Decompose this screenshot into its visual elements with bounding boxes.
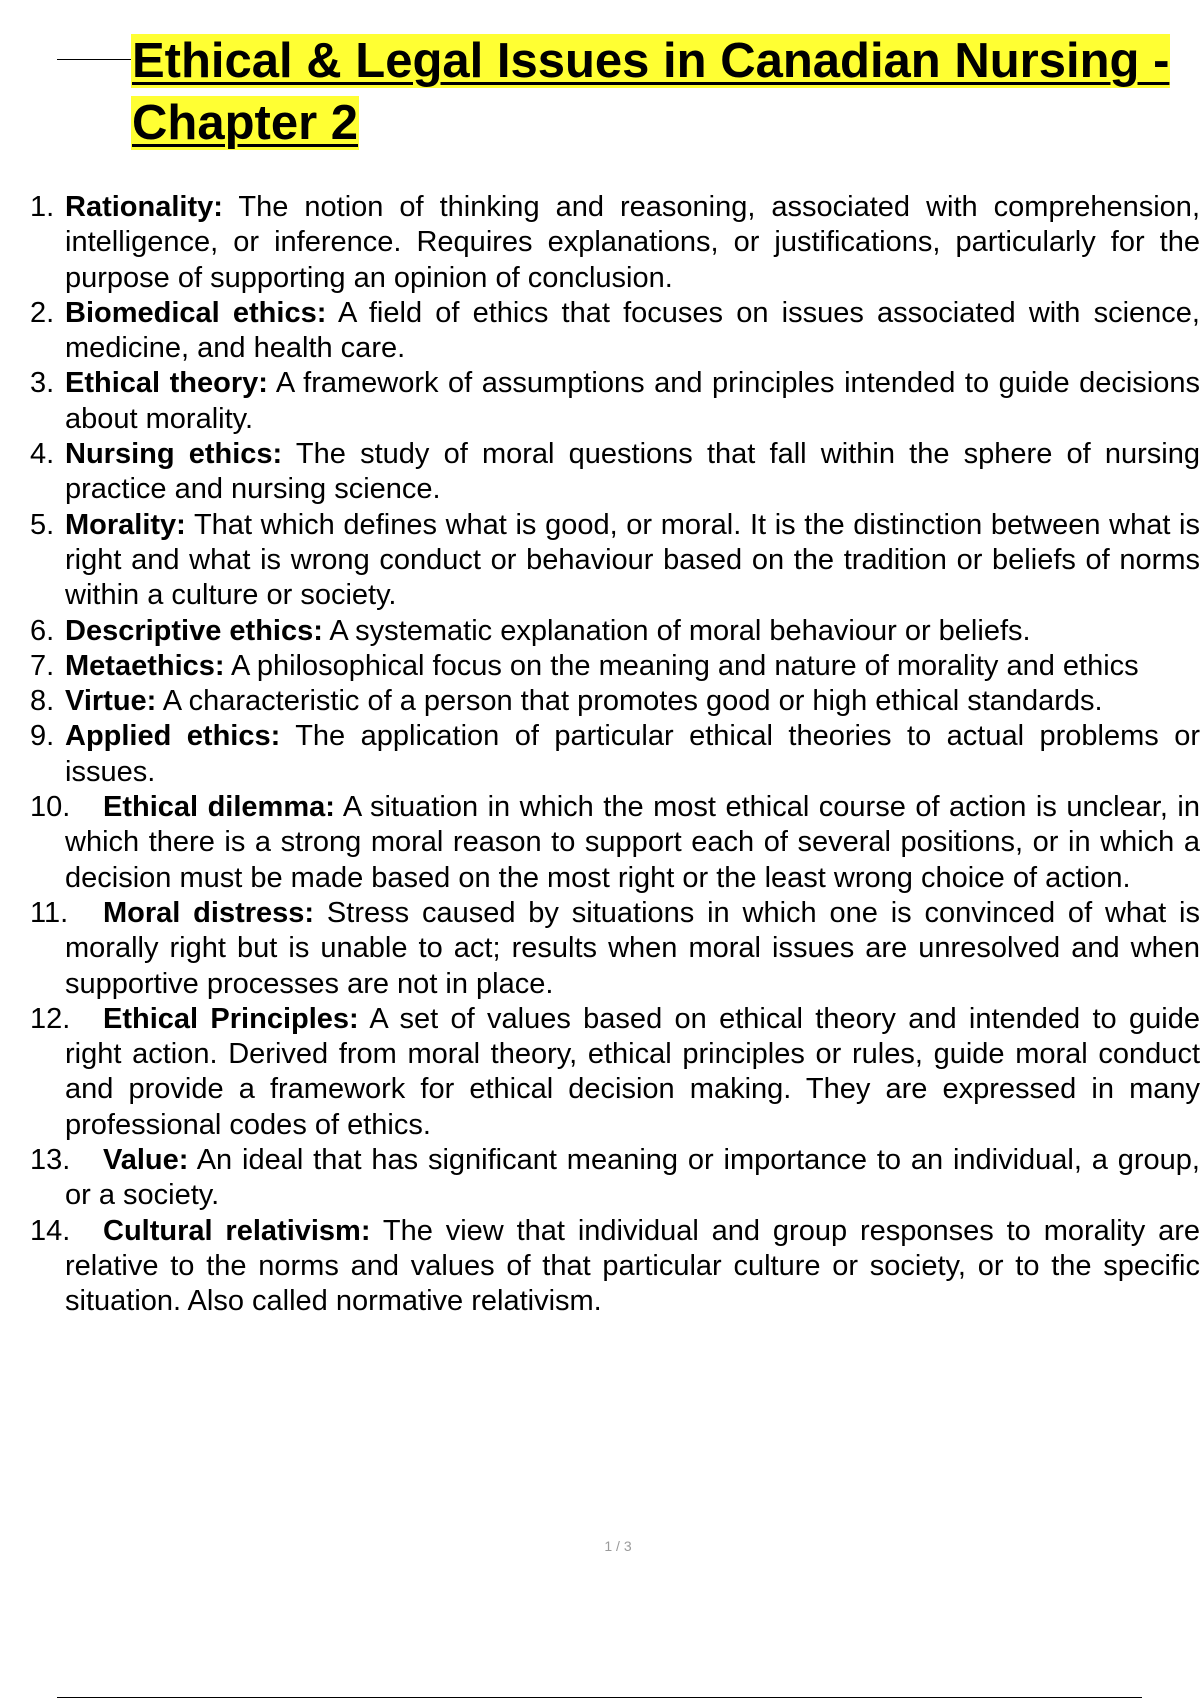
term: Metaethics: — [65, 649, 225, 682]
page-title — [131, 30, 1171, 154]
glossary-item-ethical-principles — [0, 1002, 1200, 1143]
item-number: 1. — [30, 191, 55, 223]
definition: The view that individual and group responses to morality are relative to the norms and values of that particular culture or society, or to the specific situation. Also called normative relativism. — [65, 1214, 1200, 1318]
definition: That which defines what is good, or moral. It is the distinction between what is right and what is wrong conduct or behaviour based on the tradition or beliefs of norms within a culture or society. — [65, 508, 1200, 612]
glossary-item-morality — [0, 508, 1200, 614]
definition: A framework of assumptions and principles intended to guide decisions about morality. — [65, 367, 1200, 435]
glossary-item-ethical-theory — [0, 366, 1200, 437]
definition: The study of moral questions that fall within the sphere of nursing practice and nursing science. — [65, 438, 1200, 506]
item-number: 14. — [30, 1214, 71, 1247]
item-number: 13. — [30, 1144, 71, 1177]
definition: Stress caused by situations in which one is convinced of what is morally right but is unable to act; results when moral issues are unresolved and when supportive processes are not in place. — [65, 896, 1200, 1000]
definition: A philosophical focus on the meaning and nature of morality and ethics — [231, 649, 1139, 682]
definition: A characteristic of a person that promotes good or high ethical standards. — [162, 685, 1103, 718]
term: Morality: — [65, 508, 186, 541]
definition: The notion of thinking and reasoning, associated with comprehension, intelligence, or inference. Requires explanations, or justifications, particularly for the purpose of supporting an opinion of conclusion. — [65, 191, 1200, 294]
definition: A situation in which the most ethical course of action is unclear, in which there is a strong moral reason to support each of several positions, or in which a decision must be made based on the most right or the least wrong choice of action. — [65, 791, 1200, 894]
item-number: 11. — [30, 896, 69, 929]
glossary-item-descriptive-ethics — [0, 614, 1200, 649]
term: Ethical theory: — [65, 367, 268, 400]
glossary-item-cultural-relativism — [0, 1214, 1200, 1320]
item-number: 9. — [30, 720, 55, 753]
term: Ethical dilemma: — [103, 791, 335, 824]
glossary-item-virtue — [0, 684, 1200, 719]
item-number: 8. — [30, 685, 55, 718]
item-number: 4. — [30, 438, 55, 471]
term: Rationality: — [65, 191, 223, 223]
page-title-text: Ethical & Legal Issues in Canadian Nursing - Chapter 2 — [132, 34, 1170, 150]
item-number: 10. — [30, 791, 71, 824]
item-number: 7. — [30, 649, 55, 682]
glossary-item-nursing-ethics — [0, 437, 1200, 508]
title-rule — [57, 59, 131, 60]
glossary-item-ethical-dilemma — [0, 790, 1200, 896]
term: Applied ethics: — [65, 720, 281, 753]
term: Cultural relativism: — [103, 1214, 371, 1247]
glossary-item-moral-distress — [0, 896, 1200, 1002]
item-number: 2. — [30, 296, 55, 329]
footer-rule — [57, 1697, 1142, 1698]
term: Ethical Principles: — [103, 1002, 359, 1035]
term: Value: — [103, 1144, 189, 1177]
glossary-item-applied-ethics — [0, 719, 1200, 790]
page-indicator: 1 / 3 — [604, 1538, 632, 1554]
term: Moral distress: — [103, 896, 315, 929]
term: Virtue: — [65, 685, 157, 718]
item-number: 12. — [30, 1002, 71, 1035]
item-number: 5. — [30, 508, 55, 541]
definition: A systematic explanation of moral behaviour or beliefs. — [329, 614, 1031, 647]
term: Biomedical ethics: — [65, 296, 327, 329]
glossary-list — [0, 190, 1200, 1320]
definition: The application of particular ethical theories to actual problems or issues. — [65, 720, 1200, 788]
glossary-item-value — [0, 1143, 1200, 1214]
glossary-item-rationality — [0, 190, 1200, 296]
term: Descriptive ethics: — [65, 614, 323, 647]
term: Nursing ethics: — [65, 438, 283, 471]
definition: An ideal that has significant meaning or importance to an individual, a group, or a society. — [65, 1144, 1200, 1212]
definition: A set of values based on ethical theory and intended to guide right action. Derived from moral theory, ethical principles or rules, guide moral conduct and provide a framework for ethical decision making. They are expressed in many professional codes of ethics. — [65, 1002, 1200, 1141]
glossary-item-metaethics — [0, 649, 1200, 684]
definition: A field of ethics that focuses on issues associated with science, medicine, and health care. — [65, 296, 1200, 365]
item-number: 6. — [30, 614, 55, 647]
item-number: 3. — [30, 367, 55, 400]
glossary-item-biomedical-ethics — [0, 296, 1200, 367]
